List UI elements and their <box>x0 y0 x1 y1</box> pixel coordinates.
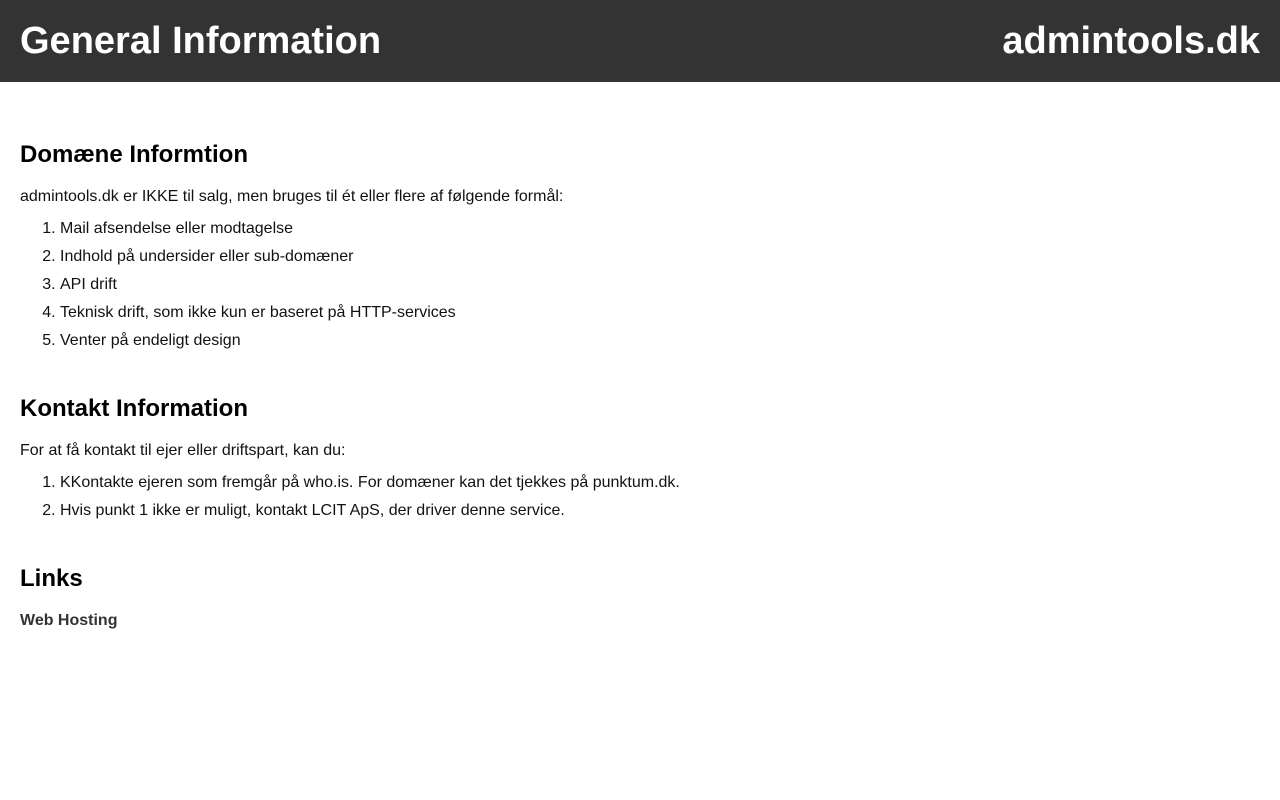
contact-heading: Kontakt Information <box>20 395 248 422</box>
links-section <box>20 529 1260 631</box>
list-item: 1. Mail afsendelse eller modtagelse <box>60 219 1260 239</box>
domain-purpose-list <box>20 219 1260 351</box>
contact-intro: For at få kontakt til ejer eller driftspart, kan du: <box>20 442 346 459</box>
list-item: 1. KKontakte ejeren som fremgår på who.is. For domæner kan det tjekkes på punktum.dk. <box>60 473 1260 493</box>
list-item: 2. Hvis punkt 1 ikke er muligt, kontakt LCIT ApS, der driver denne service. <box>60 501 1260 521</box>
domain-section <box>20 82 1260 351</box>
list-item: 3. API drift <box>60 275 1260 295</box>
domain-heading: Domæne Informtion <box>20 141 248 168</box>
site-name: admintools.dk <box>1002 20 1260 62</box>
web-hosting-link[interactable]: Web Hosting <box>20 612 118 629</box>
main-content <box>0 82 1280 631</box>
list-item: 4. Teknisk drift, som ikke kun er baseret på HTTP-services <box>60 303 1260 323</box>
list-item: 2. Indhold på undersider eller sub-domæner <box>60 247 1260 267</box>
page-title: General Information <box>20 20 382 62</box>
contact-section <box>20 359 1260 521</box>
contact-steps-list <box>20 473 1260 521</box>
domain-intro: admintools.dk er IKKE til salg, men bruges til ét eller flere af følgende formål: <box>20 188 564 205</box>
page-header <box>0 0 1280 82</box>
links-heading: Links <box>20 565 83 592</box>
list-item: 5. Venter på endeligt design <box>60 331 1260 351</box>
